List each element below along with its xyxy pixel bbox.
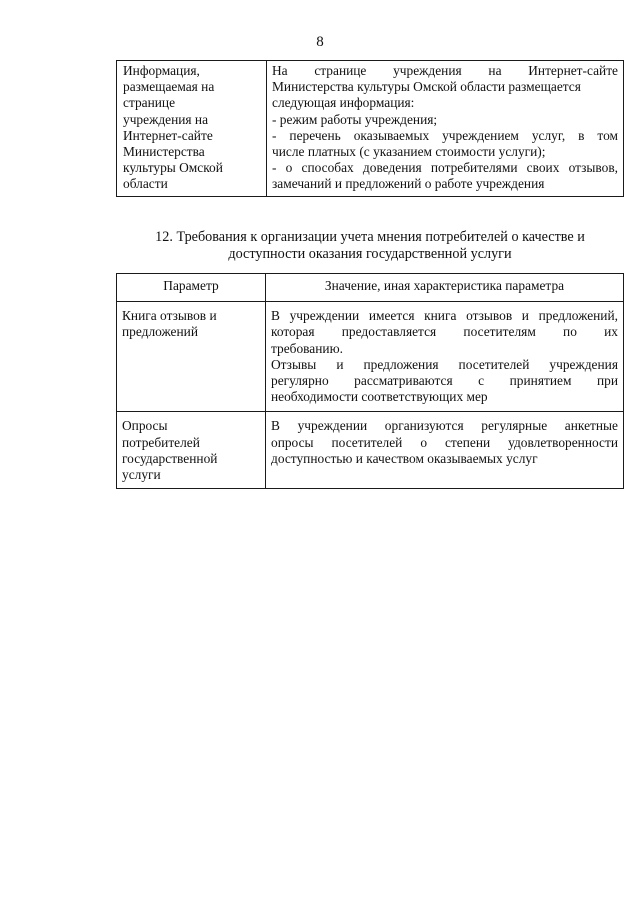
feedback-table [116,273,624,489]
value-line: доступностью и качеством оказываемых услуг [271,450,538,466]
param-line: учреждения на [123,111,209,127]
table-row [117,412,624,489]
value-line: необходимости соответствующих мер [271,389,488,405]
table-row [117,61,624,197]
value-line: В учреждении организуются регулярные анкетные [271,418,618,434]
section-title-line: 12. Требования к организации учета мнения потребителей о качестве и [155,229,585,245]
value-line: Отзывы и предложения посетителей учреждения [271,356,618,372]
param-line: услуги [122,467,161,483]
value-line: регулярно рассматриваются с принятием при [271,373,618,389]
value-line: замечаний и предложений о работе учреждения [272,176,545,192]
param-line: области [123,176,168,192]
param-line: Книга отзывов и [122,308,217,324]
header-value: Значение, иная характеристика параметра [266,274,624,302]
value-line: требованию. [271,340,343,356]
value-cell [266,302,624,412]
param-line: потребителей [122,434,200,450]
value-line: Министерства культуры Омской области размещается [272,79,581,95]
value-line: - перечень оказываемых учреждением услуг, в том [272,127,618,143]
value-line: - о способах доведения потребителями своих отзывов, [272,160,618,176]
param-cell [117,61,267,197]
param-line: странице [123,95,176,111]
info-table [116,60,624,197]
param-line: Информация, [123,63,200,78]
header-param: Параметр [117,274,266,302]
value-line: опросы посетителей о степени удовлетворенности [271,434,618,450]
value-line: - режим работы учреждения; [272,111,438,127]
param-line: размещаемая на [123,79,215,95]
param-line: Интернет-сайте [123,127,213,143]
section-12-title [116,229,624,263]
page-number: 8 [316,34,324,50]
param-line: Опросы [122,418,168,434]
table-row [117,302,624,412]
value-line: В учреждении имеется книга отзывов и предложений, [271,308,618,324]
param-line: культуры Омской [123,160,223,176]
param-line: Министерства [123,144,205,160]
param-line: предложений [122,324,199,340]
value-line: следующая информация: [272,95,415,111]
param-line: государственной [122,450,218,466]
value-line: числе платных (с указанием стоимости услуги); [272,144,546,160]
value-line: которая предоставляется посетителям по их [271,324,618,340]
value-cell [267,61,624,197]
value-cell [266,412,624,489]
param-cell [117,412,266,489]
value-line: На странице учреждения на Интернет-сайте [272,63,618,78]
param-cell [117,302,266,412]
table-header-row [117,274,624,302]
section-title-line: доступности оказания государственной услуги [228,246,512,262]
